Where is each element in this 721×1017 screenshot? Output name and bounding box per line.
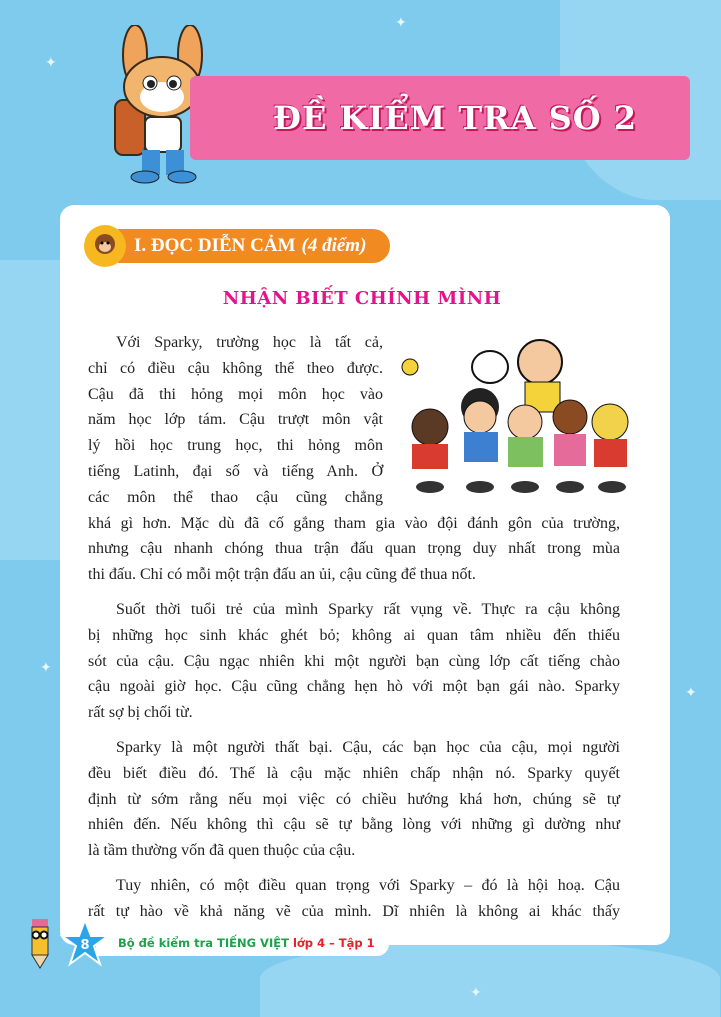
- text-line: đều biết điều đó. Thế là cậu mặc nhiên chấp nhận nó. Sparky quyết: [88, 764, 620, 782]
- section-header: [84, 226, 390, 266]
- sparkle-icon: ✦: [685, 686, 697, 701]
- text-line: rất sợ bị chối từ.: [88, 704, 193, 722]
- pencil-mascot-icon: [20, 915, 60, 970]
- section-points: (4 điểm): [301, 235, 367, 256]
- page-number: 8: [80, 937, 90, 953]
- text-line: chỉ có điều cậu không thể theo được.: [88, 359, 383, 377]
- text-line: nhiên đến. Nếu không thì cậu sẽ tự bằng lòng với những gì dường như: [88, 816, 620, 834]
- text-line: Sparky là một người thất bại. Cậu, các bạn học của cậu, mọi người: [116, 738, 620, 756]
- book-title: [96, 930, 389, 956]
- sparkle-icon: ✦: [470, 986, 482, 1001]
- book-grade: lớp 4 – Tập 1: [292, 935, 375, 950]
- sparkle-icon: ✦: [395, 16, 407, 31]
- sparkle-icon: ✦: [45, 56, 57, 71]
- text-line: Suốt thời tuổi trẻ của mình Sparky rất vụng về. Thực ra cậu không: [116, 600, 620, 618]
- footer: [20, 915, 389, 970]
- page-title: ĐỀ KIỂM TRA SỐ 2: [273, 99, 637, 137]
- story-title: NHẬN BIẾT CHÍNH MÌNH: [222, 288, 502, 309]
- text-line: Với Sparky, trường học là tất cả,: [116, 334, 383, 351]
- text-line: bị những học sinh khác ghét bỏ; không ai quan tâm nhiều đến thiếu: [88, 626, 620, 644]
- text-line: khá gì hơn. Mặc dù đã cố gắng tham gia vào đội đánh gôn của trường,: [88, 514, 620, 532]
- monkey-icon: [84, 225, 126, 267]
- text-line: lý hồi học trung học, thi hỏng môn: [88, 437, 383, 455]
- page-number-star-icon: [60, 918, 110, 968]
- section-title: I. ĐỌC DIỄN CẢM: [134, 235, 296, 256]
- text-line: năm học lớp tám. Cậu trượt môn vật: [88, 411, 383, 429]
- paragraph: [88, 597, 620, 726]
- text-line: thi đấu. Chỉ có mỗi một trận đấu an ủi, cậu cũng để thua nốt.: [88, 566, 476, 584]
- text-line: sót của cậu. Cậu ngạc nhiên khi một người bạn cùng lớp cất tiếng chào: [88, 652, 620, 670]
- text-line: Tuy nhiên, có một điều quan trọng với Sparky – đó là hội hoạ. Cậu: [116, 876, 620, 894]
- text-line: các môn thể thao cậu cũng chẳng: [88, 488, 383, 506]
- paragraph: [88, 330, 620, 588]
- text-line: tiếng Latinh, đại số và tiếng Anh. Ở: [88, 462, 383, 480]
- text-line: rất tự hào về khả năng vẽ của mình. Dĩ nhiên là không ai khác thấy: [88, 902, 620, 920]
- text-line: định từ sớm rằng nếu mọi việc có chiều hướng khá hơn, chúng sẽ tự: [88, 790, 620, 808]
- section-label: [118, 229, 390, 263]
- sparkle-icon: ✦: [40, 661, 52, 676]
- text-line: nhưng cậu nhanh chóng thua trận đấu quan trọng duy nhất trong mùa: [88, 540, 620, 558]
- book-name: Bộ đề kiểm tra TIẾNG VIỆT: [118, 935, 289, 950]
- text-line: cậu ngoài giờ học. Cậu cũng chẳng hẹn hò với một bạn gái nào. Sparky: [88, 678, 620, 696]
- text-line: Cậu đã thi hỏng mọi môn học vào: [88, 385, 383, 403]
- title-banner: [190, 76, 690, 160]
- paragraph: [88, 735, 620, 864]
- text-line: là tầm thường vốn đã quen thuộc của cậu.: [88, 842, 356, 860]
- story-body: [88, 330, 620, 934]
